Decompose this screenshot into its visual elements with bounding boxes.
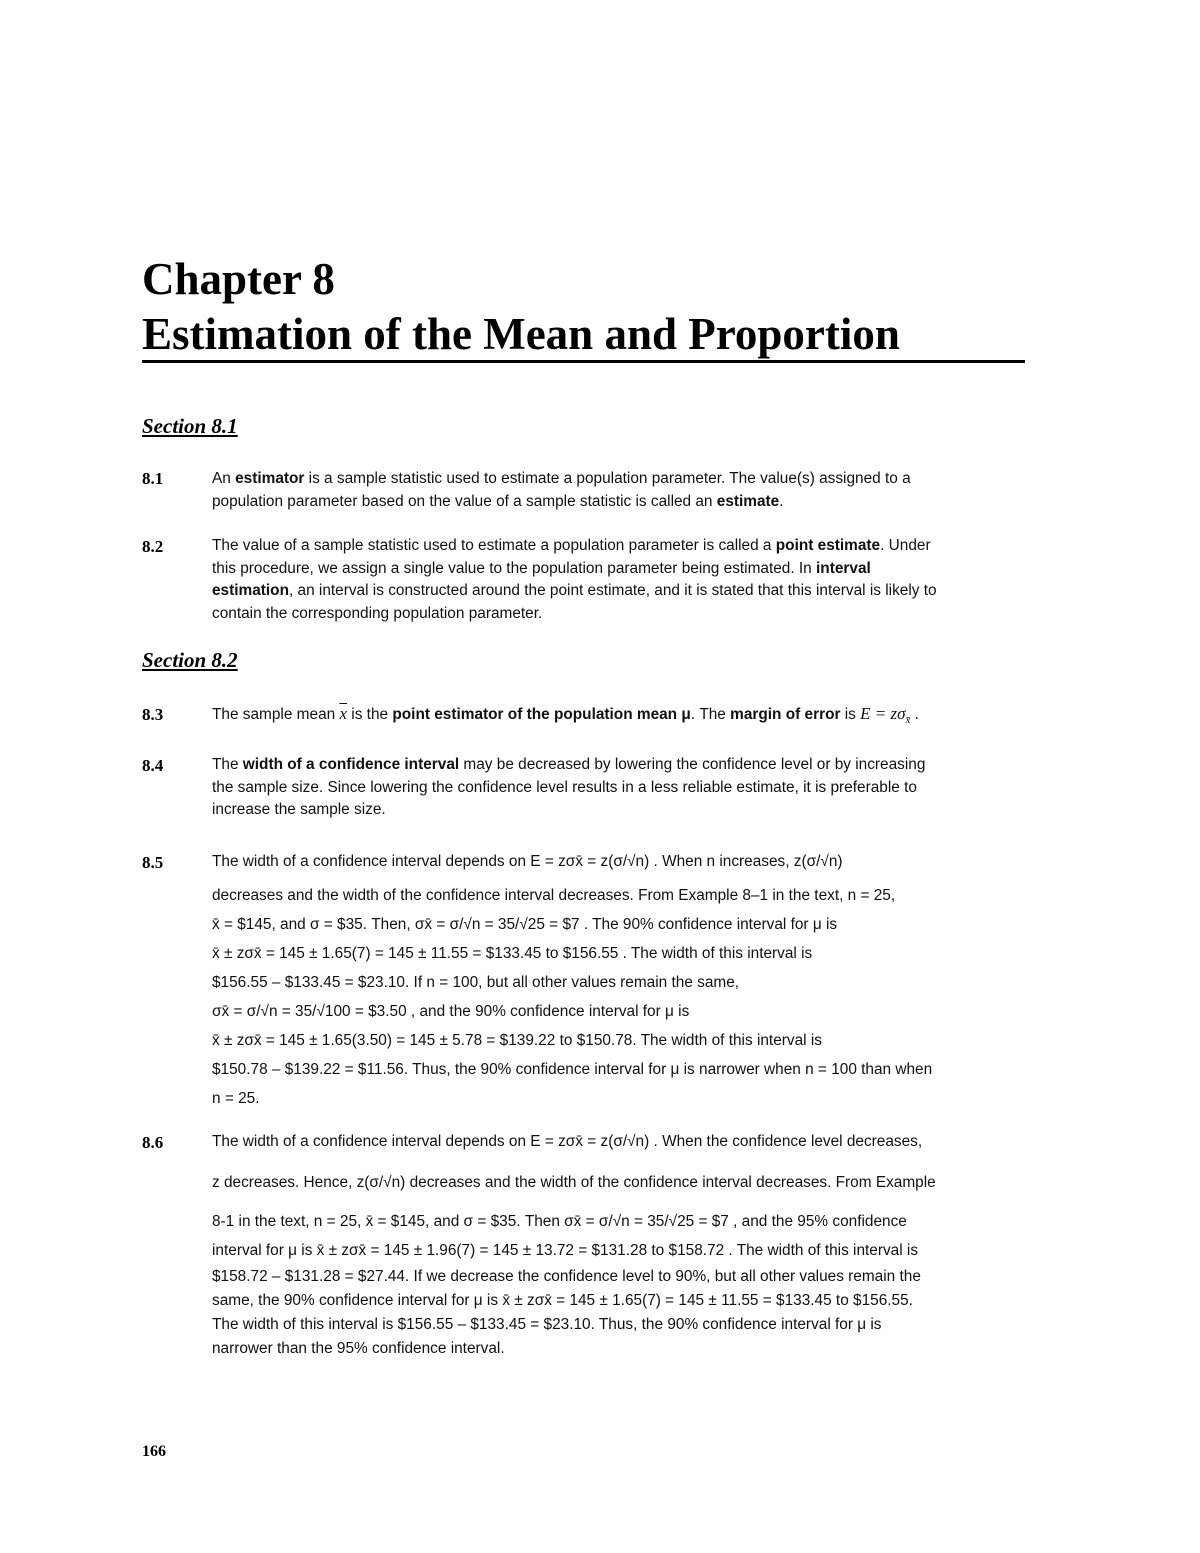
problem-number-8-2: 8.2 — [142, 537, 164, 556]
text-line: same, the 90% confidence interval for μ is x̄ ± zσx̄ = 145 ± 1.65(7) = 145 ± 11.55 = $133.45 to $156.55. — [212, 1292, 913, 1309]
term-width-of-confidence-interval: width of a confidence interval — [242, 756, 460, 773]
text-line: x̄ = $145, and σ = $35. Then, σx̄ = σ/√n = 35/√25 = $7 . The 90% confidence interval for μ is — [212, 916, 838, 933]
chapter-title: Estimation of the Mean and Proportion — [142, 309, 900, 359]
text-run: this procedure, we assign a single value to the population parameter being estimated. In — [212, 559, 817, 577]
xbar-symbol: $\overline{x}$ — [339, 704, 348, 723]
text-line: $150.78 – $139.22 = $11.56. Thus, the 90% confidence interval for μ is narrower when n = 100 than when — [212, 1061, 933, 1078]
margin-formula: E = zσ — [860, 704, 906, 723]
text-run: The — [212, 756, 243, 773]
text-line: $158.72 – $131.28 = $27.44. If we decrease the confidence level to 90%, but all other values remain the — [212, 1268, 921, 1285]
text-line: contain the corresponding population parameter. — [212, 604, 543, 622]
text-run: is — [840, 706, 861, 723]
text-run: The sample mean — [212, 706, 340, 723]
text-run: . — [779, 492, 784, 510]
text-line: The width of this interval is $156.55 – $133.45 = $23.10. Thus, the 90% confidence interval for μ is — [212, 1316, 882, 1333]
problem-number-8-6: 8.6 — [142, 1133, 164, 1152]
text-line: x̄ ± zσx̄ = 145 ± 1.65(3.50) = 145 ± 5.78 = $139.22 to $150.78. The width of this interval is — [212, 1032, 822, 1049]
section-heading-8-2: Section 8.2 — [142, 648, 238, 672]
text-run: . — [910, 706, 919, 723]
term-margin-of-error: margin of error — [730, 706, 841, 723]
text-line: z decreases. Hence, z(σ/√n) decreases and the width of the confidence interval decreases. From Example — [212, 1174, 936, 1191]
text-line — [212, 491, 1062, 514]
text-line: σx̄ = σ/√n = 35/√100 = $3.50 , and the 90% confidence interval for μ is — [212, 1003, 690, 1020]
text-line: The width of a confidence interval depends on E = zσx̄ = z(σ/√n) . When n increases, z(σ/√n) — [212, 853, 843, 870]
text-run: is a sample statistic used to estimate a population parameter. The value(s) assigned to a — [304, 470, 911, 487]
text-run: population parameter based on the value of a sample statistic is called an — [212, 492, 717, 510]
section-heading-8-1: Section 8.1 — [142, 414, 238, 438]
problem-8-1-text — [212, 468, 1062, 513]
text-line — [212, 703, 1062, 732]
problem-8-4-text — [212, 754, 1062, 822]
problem-number-8-5: 8.5 — [142, 853, 164, 872]
text-run: . The — [690, 706, 731, 723]
text-line: decreases and the width of the confidence interval decreases. From Example 8–1 in the text, n = 25, — [212, 887, 896, 904]
text-run: is the — [347, 706, 393, 723]
term-estimate: estimate — [716, 492, 780, 510]
problem-number-8-4: 8.4 — [142, 756, 164, 775]
term-point-estimate: point estimate — [775, 537, 881, 554]
text-line — [212, 558, 1062, 581]
text-line: The width of a confidence interval depends on E = zσx̄ = z(σ/√n) . When the confidence level decreases, — [212, 1133, 923, 1150]
text-line: the sample size. Since lowering the confidence level results in a less reliable estimate, it is preferable to — [212, 778, 917, 796]
problem-number-8-1: 8.1 — [142, 469, 164, 488]
term-estimator: estimator — [235, 470, 305, 487]
text-line: interval for μ is x̄ ± zσx̄ = 145 ± 1.96(7) = 145 ± 13.72 = $131.28 to $158.72 . The width of this interval is — [212, 1242, 919, 1259]
problem-number-8-3: 8.3 — [142, 705, 164, 724]
text-line: n = 25. — [212, 1090, 260, 1107]
text-run: , an interval is constructed around the point estimate, and it is stated that this interval is likely to — [288, 582, 937, 599]
text-line: x̄ ± zσx̄ = 145 ± 1.65(7) = 145 ± 11.55 = $133.45 to $156.55 . The width of this interval is — [212, 945, 813, 962]
chapter-title-rule — [142, 360, 1025, 363]
text-line — [212, 580, 1062, 603]
text-line — [212, 535, 1062, 558]
text-run: may be decreased by lowering the confidence level or by increasing — [459, 756, 926, 773]
problem-8-2-text — [212, 535, 1062, 625]
term-point-estimator: point estimator of the population mean μ — [392, 706, 691, 723]
text-line: 8-1 in the text, n = 25, x̄ = $145, and σ = $35. Then σx̄ = σ/√n = 35/√25 = $7 , and the 95% confidence — [212, 1213, 907, 1230]
chapter-number: Chapter 8 — [142, 254, 335, 304]
text-line: narrower than the 95% confidence interval. — [212, 1340, 505, 1357]
text-line: increase the sample size. — [212, 801, 386, 818]
problem-8-3-text — [212, 703, 1062, 732]
term-estimation: estimation — [212, 582, 289, 599]
term-interval: interval — [816, 559, 871, 577]
problem-8-5-text — [212, 847, 1062, 1113]
formula-subscript: x̄ — [905, 714, 911, 727]
chapter-heading — [142, 252, 1027, 362]
text-run: . Under — [880, 537, 931, 554]
text-line — [212, 468, 1062, 491]
text-run: An — [212, 470, 236, 487]
text-line — [212, 754, 1062, 777]
text-run: The value of a sample statistic used to estimate a population parameter is called a — [212, 537, 776, 554]
problem-8-6-text — [212, 1127, 1062, 1361]
page-number: 166 — [142, 1443, 166, 1460]
text-line: $156.55 – $133.45 = $23.10. If n = 100, but all other values remain the same, — [212, 974, 740, 991]
